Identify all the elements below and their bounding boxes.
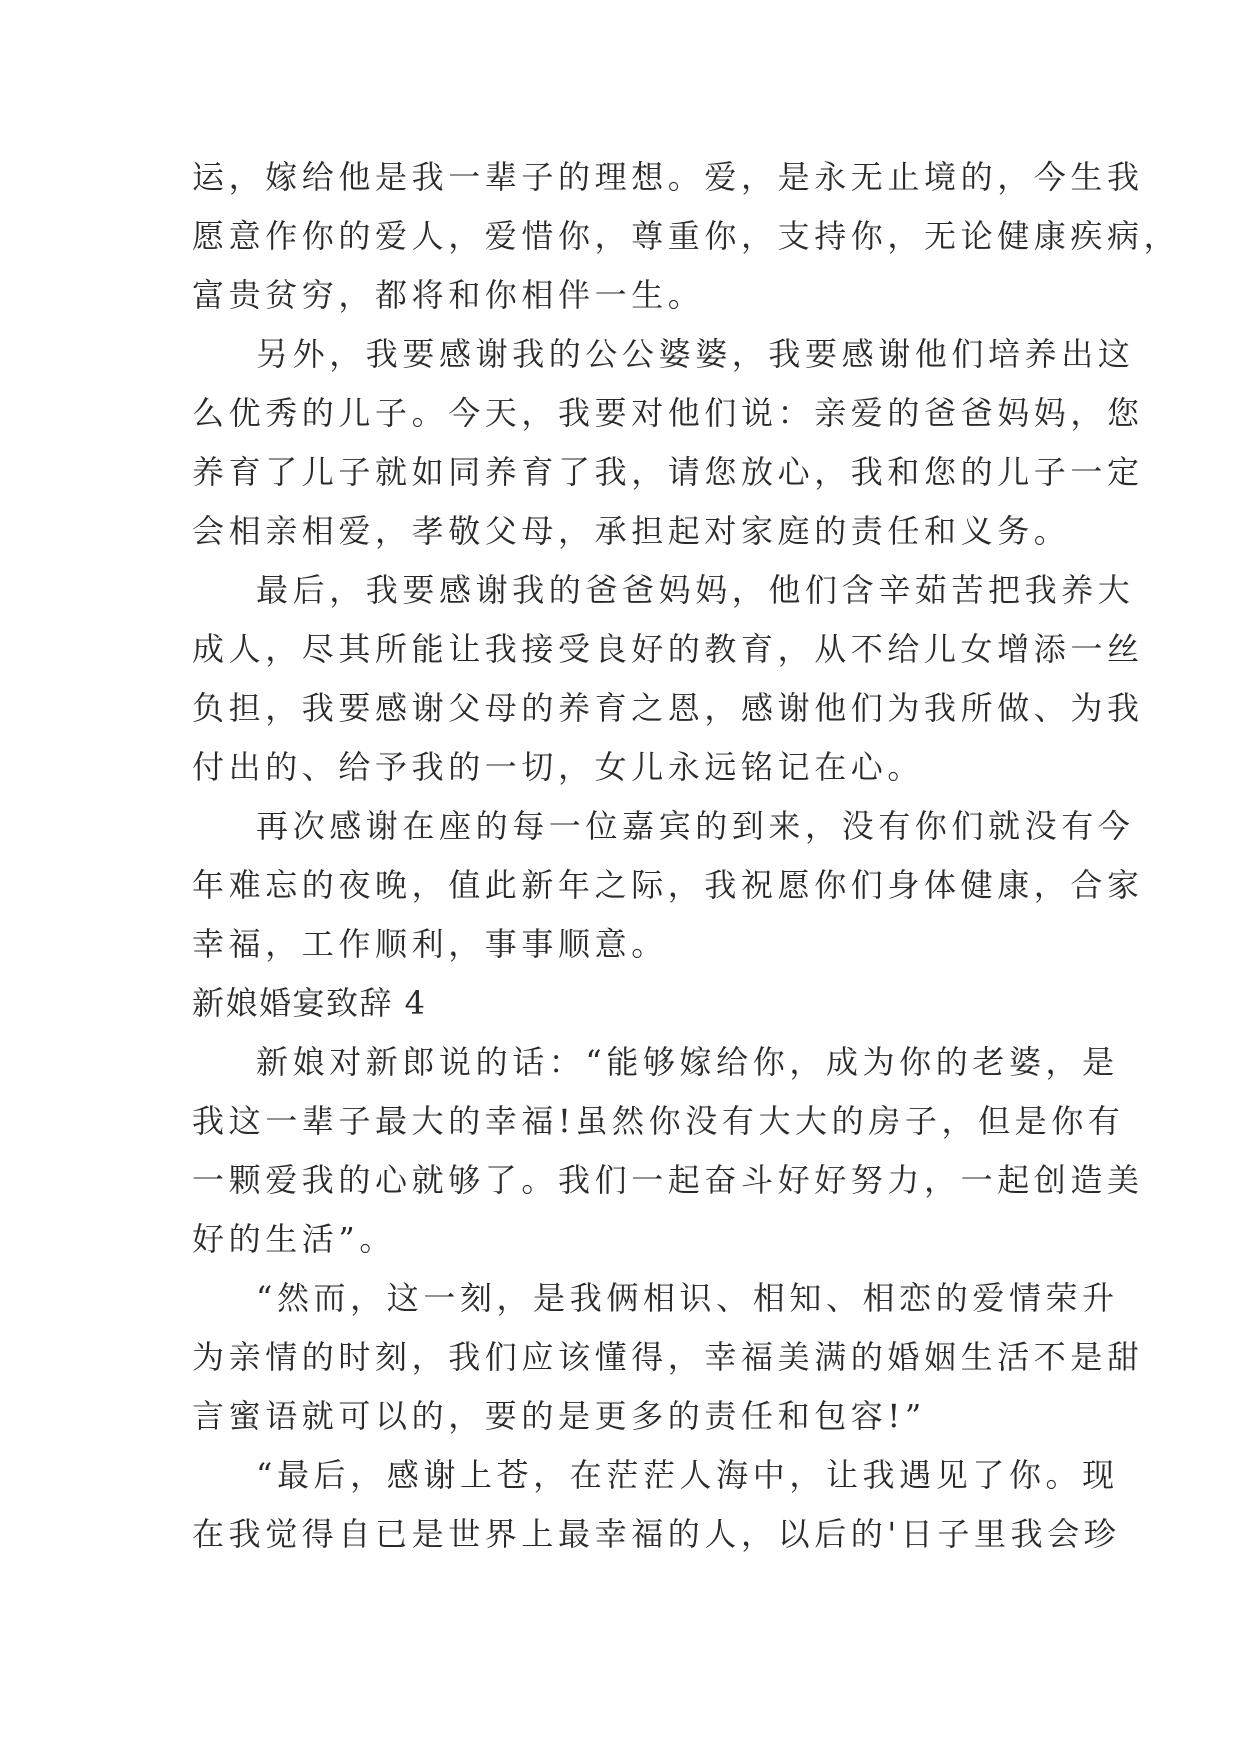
text-line: 一颗爱我的心就够了。我们一起奋斗好好努力，一起创造美 xyxy=(192,1161,1144,1199)
paragraph xyxy=(192,1033,1144,1269)
text-line: 会相亲相爱，孝敬父母，承担起对家庭的责任和义务。 xyxy=(192,512,1071,550)
text-line: 么优秀的儿子。今天，我要对他们说：亲爱的爸爸妈妈，您 xyxy=(192,394,1144,432)
paragraph xyxy=(192,797,1144,974)
text-line: 新娘对新郎说的话：“能够嫁给你，成为你的老婆，是 xyxy=(256,1043,1119,1081)
heading-text: 新娘婚宴致辞 4 xyxy=(192,984,427,1022)
text-line: 成人，尽其所能让我接受良好的教育，从不给儿女增添一丝 xyxy=(192,630,1144,668)
text-line: 富贵贫穷，都将和你相伴一生。 xyxy=(192,276,705,314)
text-line: 付出的、给予我的一切，女儿永远铭记在心。 xyxy=(192,748,925,786)
text-line: 愿意作你的爱人，爱惜你，尊重你，支持你，无论健康疾病， xyxy=(192,217,1181,255)
paragraph xyxy=(192,148,1181,325)
paragraph xyxy=(192,561,1144,797)
text-line: 我这一辈子最大的幸福!虽然你没有大大的房子，但是你有 xyxy=(192,1102,1125,1140)
text-line: 最后，我要感谢我的爸爸妈妈，他们含辛茹苦把我养大 xyxy=(256,571,1135,609)
text-line: 好的生活”。 xyxy=(192,1220,396,1258)
paragraph xyxy=(192,1446,1121,1564)
text-line: 养育了儿子就如同养育了我，请您放心，我和您的儿子一定 xyxy=(192,453,1144,491)
text-line: 再次感谢在座的每一位嘉宾的到来，没有你们就没有今 xyxy=(256,807,1135,845)
text-line: 为亲情的时刻，我们应该懂得，幸福美满的婚姻生活不是甜 xyxy=(192,1338,1144,1376)
text-line: 在我觉得自已是世界上最幸福的人，以后的'日子里我会珍 xyxy=(192,1515,1121,1553)
text-line: 另外，我要感谢我的公公婆婆，我要感谢他们培养出这 xyxy=(256,335,1135,373)
text-line: 运，嫁给他是我一辈子的理想。爱，是永无止境的，今生我 xyxy=(192,158,1144,196)
text-line: 负担，我要感谢父母的养育之恩，感谢他们为我所做、为我 xyxy=(192,689,1144,727)
paragraph xyxy=(192,325,1144,561)
document-body xyxy=(192,148,1181,1564)
text-line: “然而，这一刻，是我俩相识、相知、相恋的爱情荣升 xyxy=(256,1279,1119,1317)
text-line: 言蜜语就可以的，要的是更多的责任和包容!” xyxy=(192,1397,926,1435)
paragraph xyxy=(192,1269,1144,1446)
text-line: 年难忘的夜晚，值此新年之际，我祝愿你们身体健康，合家 xyxy=(192,866,1144,904)
text-line: “最后，感谢上苍，在茫茫人海中，让我遇见了你。现 xyxy=(256,1456,1119,1494)
section-heading xyxy=(192,974,1052,1033)
text-line: 幸福，工作顺利，事事顺意。 xyxy=(192,925,668,963)
